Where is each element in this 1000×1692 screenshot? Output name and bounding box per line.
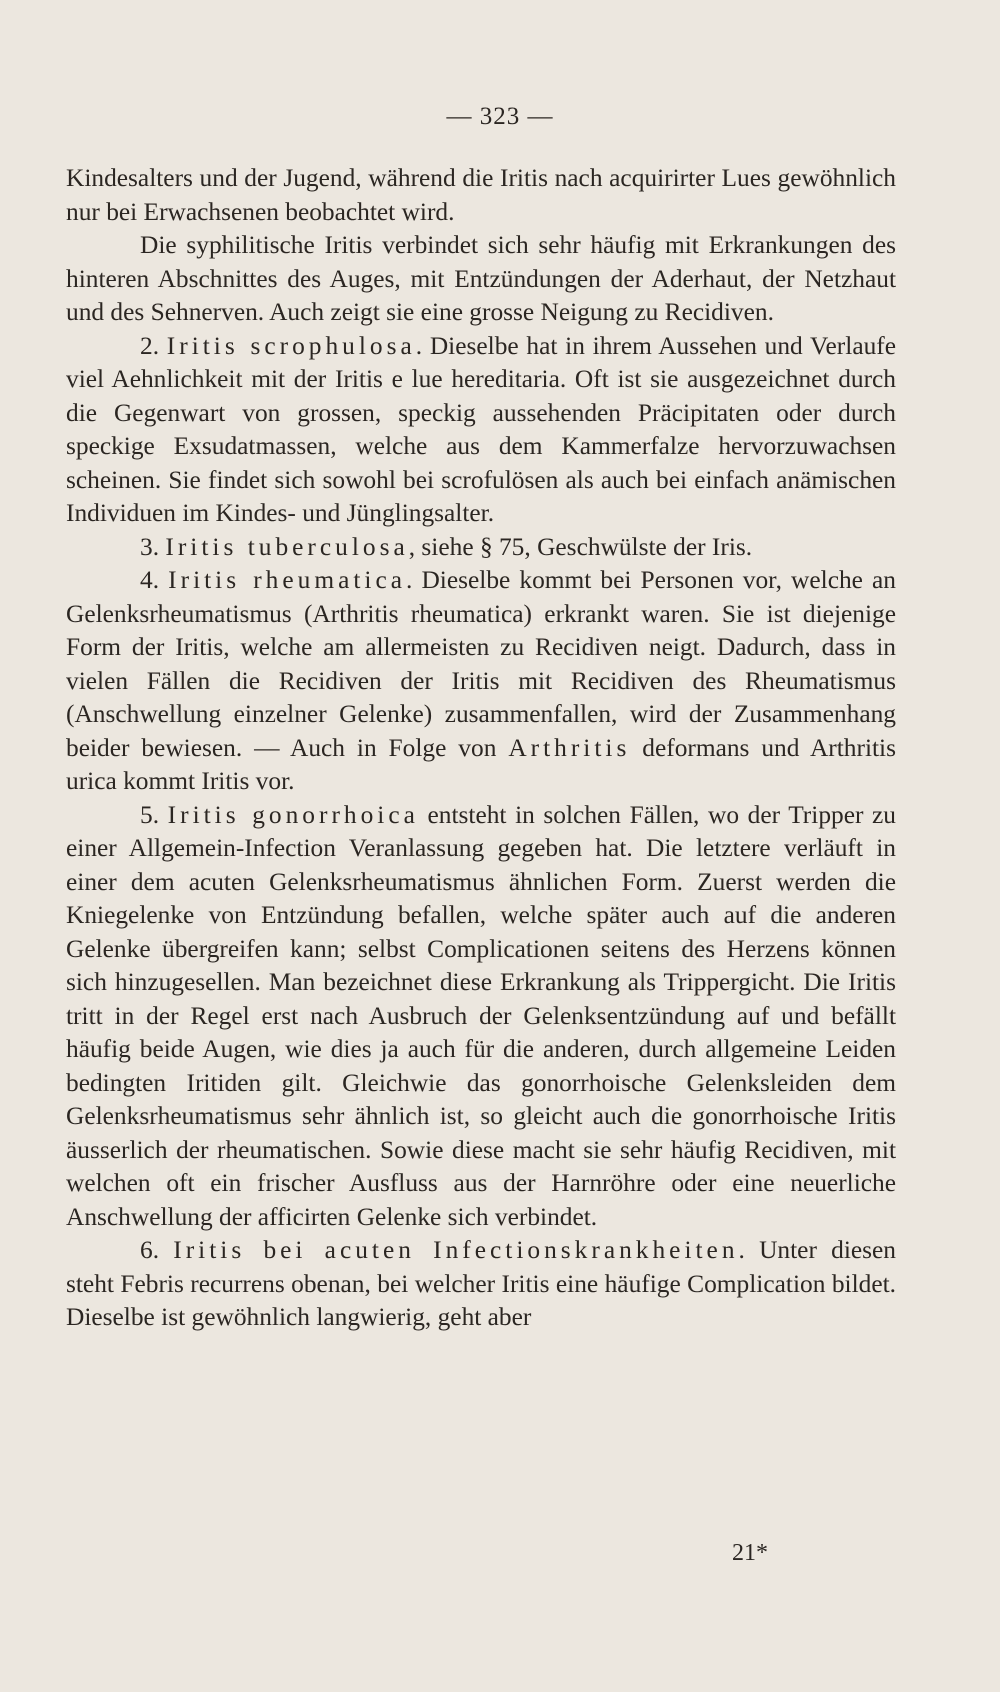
text-run: 3.: [140, 532, 166, 561]
text-run: . Dieselbe kommt bei Personen vor, welche an Gelenksrheumatismus (Arthritis rheumatica) erkrankt waren. Sie ist diejenige Form der Iritis, welche am allermeisten zu Recidiven neigt. Dadurch, dass in vielen Fällen die Recidiven der Iritis mit Recidiven des Rheumatismus (Anschwellung einzelner Gelenke) zusammenfallen, wird der Zusammenhang beider bewiesen. — Auch in Folge von: [66, 566, 896, 762]
text-run: . Dieselbe hat in ihrem Aussehen und Verlaufe viel Aehnlichkeit mit der Iritis e lue hereditaria. Oft ist sie ausgezeichnet durch die Gegenwart von grossen, speckig aussehenden Präcipitaten oder durch speckige Exsudatmassen, welche aus dem Kammerfalze hervorzuwachsen scheinen. Sie findet sich sowohl bei scrofulösen als auch bei einfach anämischen Individuen im Kindes- und Jünglingsalter.: [66, 331, 897, 527]
page-number: — 323 —: [446, 103, 554, 130]
text-run: . Unter diesen steht Febris recurrens obenan, bei welcher Iritis eine häufige Complication bildet. Dieselbe ist gewöhnlich langwierig, geht aber: [66, 1236, 896, 1331]
text-run: 4.: [140, 566, 169, 594]
paragraph: [66, 564, 896, 799]
spaced-term: Iritis gonorrhoica: [167, 800, 419, 829]
text-run: Die syphilitische Iritis verbindet sich sehr häufig mit Erkrankungen des hinteren Abschnittes des Auges, mit Entzündungen der Aderhaut, der Netzhaut und des Sehnerven. Auch zeigt sie eine grosse Neigung zu Recidiven.: [66, 231, 896, 326]
spaced-term: Iritis bei acuten Infectionskrankheiten: [173, 1236, 739, 1264]
spaced-term: Iritis tuberculosa: [165, 532, 409, 561]
spaced-term: Arthritis: [508, 733, 631, 762]
spaced-term: Iritis scrophulosa: [166, 331, 416, 360]
paragraph: [66, 229, 896, 330]
text-run: 5.: [140, 800, 168, 829]
text-run: 2.: [140, 331, 167, 360]
paragraph: [66, 1234, 896, 1335]
paragraph: [66, 162, 896, 229]
text-run: entsteht in solchen Fällen, wo der Tripper zu einer Allgemein-Infection Veranlassung gegeben hat. Die letztere verläuft in einer dem acuten Gelenksrheumatismus ähnlichen Form. Zuerst werden die Kniegelenke von Entzündung befallen, welche später auch auf die anderen Gelenke übergreifen kann; selbst Complicationen seitens des Herzens können sich hinzugesellen. Man bezeichnet diese Erkrankung als Trippergicht. Die Iritis tritt in der Regel erst nach Ausbruch der Gelenksentzündung auf und befällt häufig beide Augen, wie dies ja auch für die anderen, durch allgemeine Leiden bedingten Iritiden gilt. Gleichwie das gonorrhoische Gelenksleiden dem Gelenksrheumatismus sehr ähnlich ist, so gleicht auch die gonorrhoische Iritis äusserlich der rheumatischen. Sowie diese macht sie sehr häufig Recidiven, mit welchen oft ein frischer Ausfluss aus der Harnröhre oder eine neuerliche Anschwellung der afficirten Gelenke sich verbindet.: [66, 800, 897, 1231]
signature-mark: 21*: [732, 1540, 768, 1566]
text-run: 6.: [140, 1236, 174, 1264]
text-run: Kindesalters und der Jugend, während die Iritis nach acquirirter Lues gewöhnlich nur bei Erwachsenen beobachtet wird.: [66, 164, 896, 226]
paragraph: [66, 799, 896, 1235]
text-run: deformans und Arthritis urica kommt Iritis vor.: [66, 733, 896, 795]
paragraph: [66, 330, 896, 531]
spaced-term: Iritis rheumatica: [168, 566, 406, 594]
paragraph: [66, 531, 896, 565]
body-text: [66, 162, 896, 1335]
text-run: , siehe § 75, Geschwülste der Iris.: [408, 532, 753, 561]
